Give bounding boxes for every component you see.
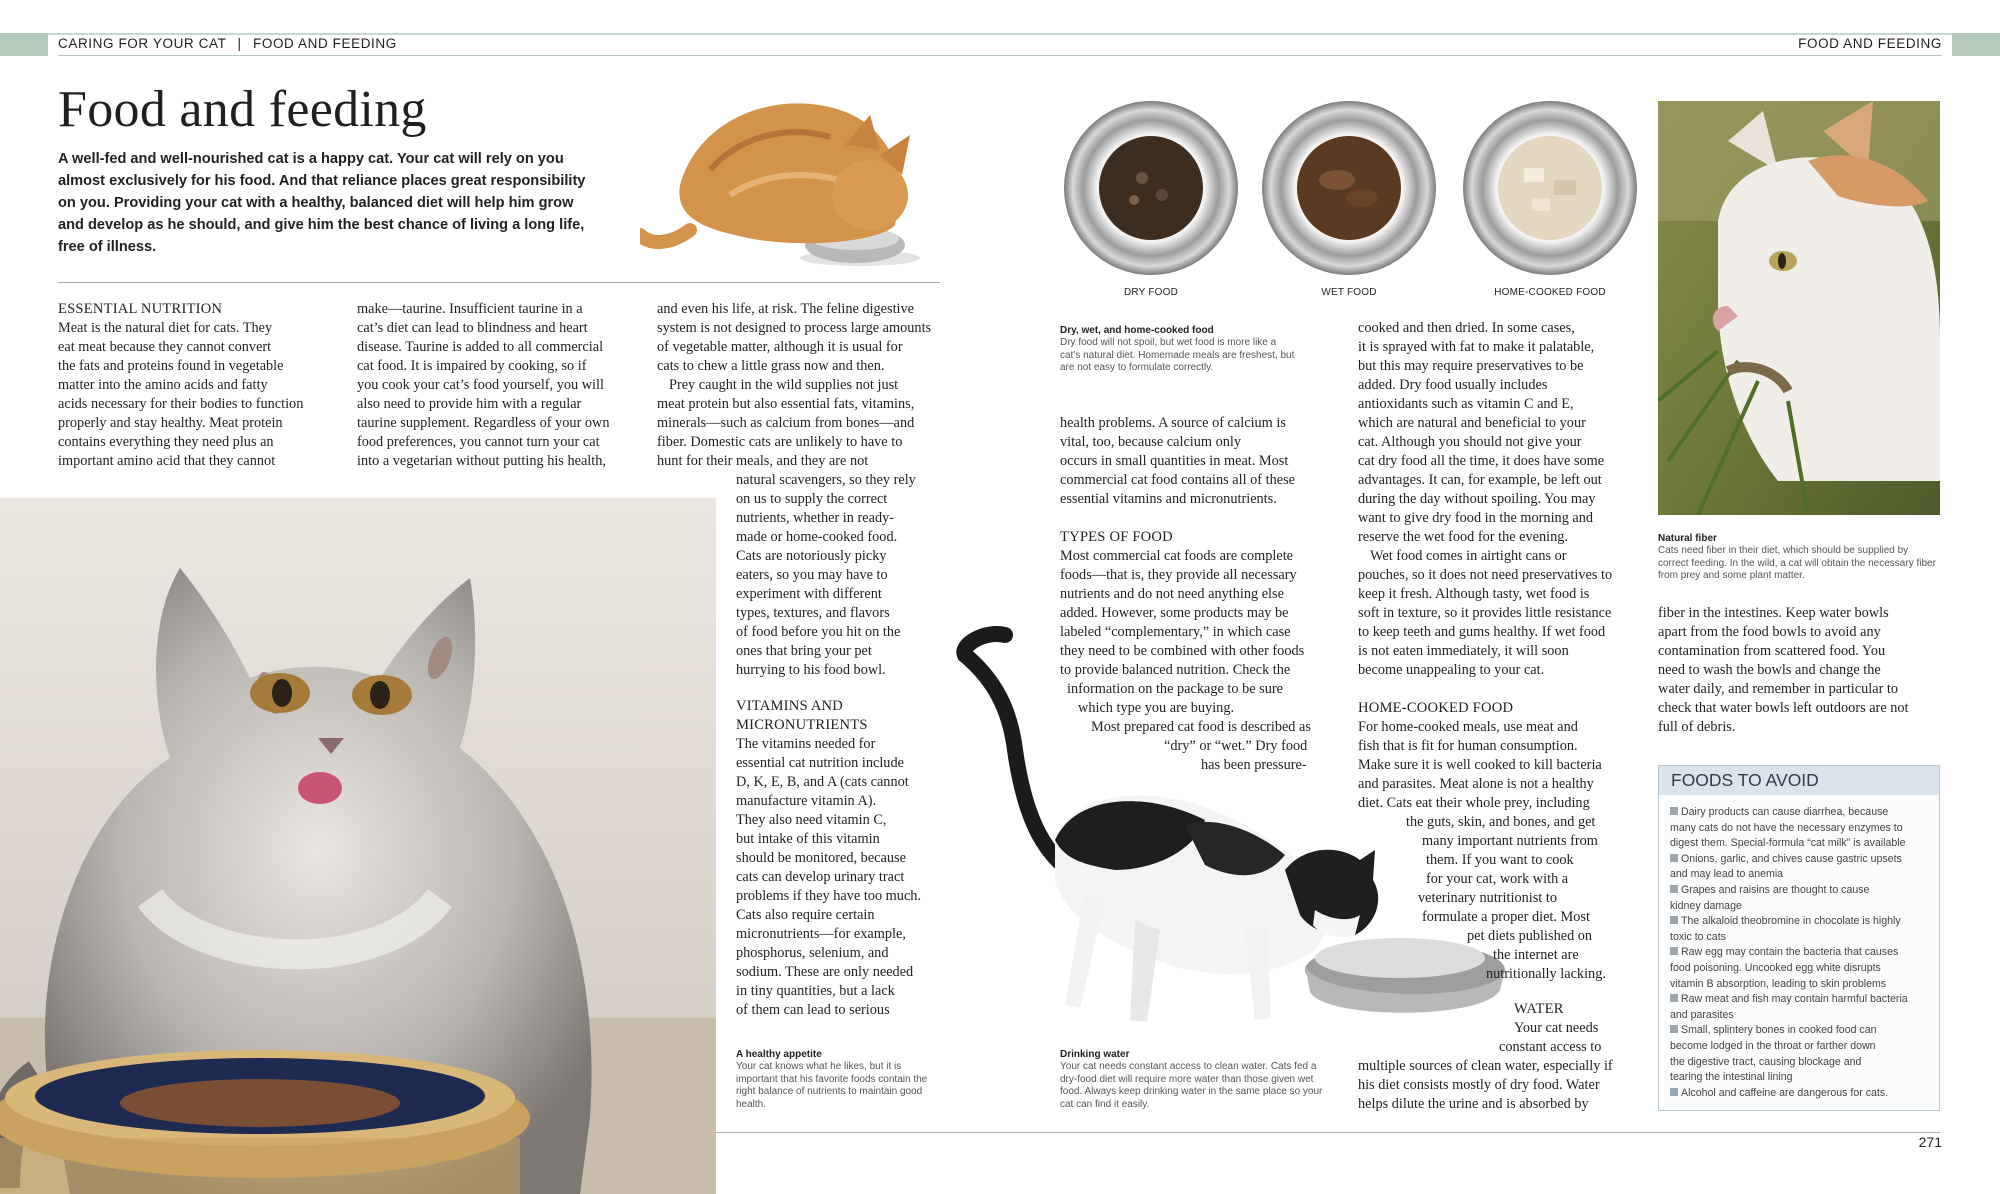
text-line: for your cat, work with a <box>1426 871 1569 887</box>
text-line: manufacture vitamin A). <box>736 793 877 809</box>
text-line: the fats and proteins found in vegetable <box>58 358 284 374</box>
foods-to-avoid-title: FOODS TO AVOID <box>1659 766 1939 795</box>
text-line: Most prepared cat food is described as <box>1091 719 1311 735</box>
avoid-list-line <box>1670 852 1929 868</box>
bullet-square-icon <box>1670 885 1678 893</box>
avoid-item-text: digest them. Special-formula “cat milk” is available <box>1670 837 1906 850</box>
food-bowls-illustration <box>1062 100 1647 280</box>
text-line: Cats also require certain <box>736 907 875 923</box>
text-line: keep it fresh. Although tasty, wet food is <box>1358 586 1590 602</box>
text-line: fiber in the intestines. Keep water bowls <box>1658 605 1889 621</box>
text-line: nutrients, whether in ready- <box>736 510 895 526</box>
avoid-item-text: and parasites <box>1670 1008 1734 1021</box>
avoid-item-text: toxic to cats <box>1670 930 1726 943</box>
page-title: Food and feeding <box>58 81 427 138</box>
text-line: helps dilute the urine and is absorbed by <box>1358 1096 1589 1112</box>
text-line: into a vegetarian without putting his health, <box>357 453 606 469</box>
text-line: cat dry food all the time, it does have some <box>1358 453 1605 469</box>
dry-food-bowl <box>1064 101 1238 275</box>
page-number: 271 <box>1918 1134 1942 1150</box>
column-5-water <box>1358 1000 1648 1114</box>
text-line: of vegetable matter, although it is usual for <box>657 339 903 355</box>
text-line: it is sprayed with fat to make it palatable, <box>1358 339 1595 355</box>
text-line: them. If you want to cook <box>1426 852 1574 868</box>
text-line: hurrying to his food bowl. <box>736 662 886 678</box>
caption-text: Cats need fiber in their diet, which should be supplied by correct feeding. In the wild, a cat will obtain the necessary fiber from prey and some plant matter. <box>1658 545 1936 581</box>
text-line: cats to chew a little grass now and then. <box>657 358 885 374</box>
text-line: important amino acid that they cannot <box>58 453 276 469</box>
avoid-item-text: tearing the intestinal lining <box>1670 1071 1793 1084</box>
text-line: labeled “complementary,” in which case <box>1060 624 1291 640</box>
text-line: cat. Although you should not give your <box>1358 434 1582 450</box>
text-line: his diet consists mostly of dry food. Water <box>1358 1077 1600 1093</box>
header-tab-right <box>1952 33 2000 56</box>
text-line: minerals—such as calcium from bones—and <box>657 415 915 431</box>
text-line: Your cat needs <box>1514 1020 1599 1036</box>
text-line: phosphorus, selenium, and <box>736 945 889 961</box>
text-line: taurine supplement. Regardless of your own <box>357 415 610 431</box>
text-line: the guts, skin, and bones, and get <box>1406 814 1596 830</box>
chapter-name-right: FOOD AND FEEDING <box>1798 36 1942 51</box>
text-line: occurs in small quantities in meat. Most <box>1060 453 1289 469</box>
text-line: made or home-cooked food. <box>736 529 898 545</box>
footer-rule <box>716 1132 1940 1133</box>
column-1 <box>58 300 328 471</box>
avoid-item-text: Dairy products can cause diarrhea, because <box>1681 806 1889 818</box>
text-line: “dry” or “wet.” Dry food <box>1164 738 1308 754</box>
caption-text: Your cat knows what he likes, but it is important that his favorite foods contain the right balance of nutrients to maintain good health. <box>736 1061 928 1110</box>
text-line: sodium. These are only needed <box>736 964 914 980</box>
column-2 <box>357 300 647 471</box>
text-line: cats can develop urinary tract <box>736 869 905 885</box>
text-line: Most commercial cat foods are complete <box>1060 548 1294 564</box>
text-line: matter into the amino acids and fatty <box>58 377 268 393</box>
bullet-square-icon <box>1670 1088 1678 1096</box>
text-line: need to wash the bowls and change the <box>1658 662 1881 678</box>
text-line: want to give dry food in the morning and <box>1358 510 1594 526</box>
avoid-list-line <box>1670 1055 1929 1071</box>
avoid-item-text: Onions, garlic, and chives cause gastric upsets <box>1681 852 1902 865</box>
text-line: become unappealing to your cat. <box>1358 662 1545 678</box>
text-line: essential vitamins and micronutrients. <box>1060 491 1277 507</box>
text-line: cooked and then dried. In some cases, <box>1358 320 1575 336</box>
text-line: and even his life, at risk. The feline digestive <box>657 301 915 317</box>
avoid-item-text: Raw meat and fish may contain harmful bacteria <box>1681 993 1908 1006</box>
running-head-left: CARING FOR YOUR CAT | FOOD AND FEEDING <box>58 36 397 51</box>
caption-fiber <box>1658 532 1940 583</box>
text-line: fiber. Domestic cats are unlikely to have to <box>657 434 903 450</box>
text-line: which type you are buying. <box>1078 700 1235 716</box>
text-line: soft in texture, so it provides little resistance <box>1358 605 1612 621</box>
column-3-vitamins <box>736 697 946 1020</box>
fluffy-cat-photo <box>0 498 716 1194</box>
avoid-item-text: many cats do not have the necessary enzymes to <box>1670 821 1903 834</box>
text-line: but intake of this vitamin <box>736 831 880 847</box>
text-line: and parasites. Meat alone is not a healthy <box>1358 776 1594 792</box>
cat-eating-photo <box>640 75 965 275</box>
heading-water: WATER <box>1514 1001 1564 1017</box>
caption-text: Dry food will not spoil, but wet food is more like a cat’s natural diet. Homemade meals are freshest, but are not easy to formulate correctly. <box>1060 337 1295 373</box>
caption-text: Your cat needs constant access to clean water. Cats fed a dry-food diet will require more water than those given wet food. Always keep drinking water in the same place so your cat can find it easily. <box>1060 1061 1323 1110</box>
text-line: nutritionally lacking. <box>1486 966 1606 982</box>
text-line: constant access to <box>1499 1039 1602 1055</box>
text-line: pouches, so it does not need preservatives to <box>1358 567 1613 583</box>
avoid-list-line <box>1670 883 1929 899</box>
text-line: contamination from scattered food. You <box>1658 643 1886 659</box>
text-line: fish that is fit for human consumption. <box>1358 738 1578 754</box>
kitten-grass-photo <box>1658 101 1940 515</box>
text-line: disease. Taurine is added to all commercial <box>357 339 604 355</box>
text-line: Prey caught in the wild supplies not just <box>669 377 899 393</box>
avoid-list-line <box>1670 977 1929 993</box>
text-line: micronutrients—for example, <box>736 926 906 942</box>
text-line: but this may require preservatives to be <box>1358 358 1584 374</box>
text-line: foods—that is, they provide all necessary <box>1060 567 1297 583</box>
text-line: also need to provide him with a regular <box>357 396 582 412</box>
avoid-item-text: vitamin B absorption, leading to skin problems <box>1670 977 1887 990</box>
text-line: vital, too, because calcium only <box>1060 434 1242 450</box>
text-line: ones that bring your pet <box>736 643 872 659</box>
intro-rule <box>58 282 940 283</box>
bullet-square-icon <box>1670 807 1678 815</box>
column-3-narrow <box>736 471 946 680</box>
text-line: pet diets published on <box>1467 928 1593 944</box>
avoid-list-line <box>1670 992 1929 1008</box>
text-line: check that water bowls left outdoors are not <box>1658 700 1909 716</box>
text-line: The vitamins needed for <box>736 736 876 752</box>
text-line: nutrients and do not need anything else <box>1060 586 1284 602</box>
text-line: food preferences, you cannot turn your cat <box>357 434 600 450</box>
avoid-list-line <box>1670 1070 1929 1086</box>
text-line: acids necessary for their bodies to function <box>58 396 304 412</box>
intro-paragraph: A well-fed and well-nourished cat is a happy cat. Your cat will rely on you almost exclusively for his food. And that reliance places great responsibility on you. Providing your cat with a healthy, balanced diet will help him grow and develop as he should, and give him the best chance of living a long life, free of illness. <box>58 151 586 255</box>
avoid-list-line <box>1670 914 1929 930</box>
avoid-list-line <box>1670 945 1929 961</box>
avoid-list-line <box>1670 821 1929 837</box>
avoid-list-line <box>1670 1039 1929 1055</box>
text-line: Cats are notoriously picky <box>736 548 887 564</box>
avoid-item-text: kidney damage <box>1670 899 1742 912</box>
header-underline <box>58 55 1942 56</box>
text-line: advantages. It can, for example, be left out <box>1358 472 1602 488</box>
foods-to-avoid-list <box>1659 795 1939 1101</box>
header-tab-left <box>0 33 48 56</box>
text-line: meat protein but also essential fats, vitamins, <box>657 396 915 412</box>
avoid-list-line <box>1670 930 1929 946</box>
heading-home-cooked-food: HOME-COOKED FOOD <box>1358 700 1514 716</box>
text-line: in tiny quantities, but a lack <box>736 983 895 999</box>
header-rule <box>0 33 2000 35</box>
column-3 <box>657 300 947 471</box>
caption-title: Dry, wet, and home-cooked food <box>1060 325 1214 336</box>
text-line: antioxidants such as vitamin C and E, <box>1358 396 1574 412</box>
text-line: veterinary nutritionist to <box>1418 890 1557 906</box>
avoid-item-text: The alkaloid theobromine in chocolate is highly <box>1681 915 1901 928</box>
avoid-list-line <box>1670 899 1929 915</box>
text-line: water daily, and remember in particular to <box>1658 681 1899 697</box>
bullet-square-icon <box>1670 854 1678 862</box>
text-line: diet. Cats eat their whole prey, including <box>1358 795 1590 811</box>
text-line: of them can lead to serious <box>736 1002 890 1018</box>
chapter-name-left: FOOD AND FEEDING <box>253 36 397 51</box>
text-line: contains everything they need plus an <box>58 434 274 450</box>
avoid-item-text: the digestive tract, causing blockage and <box>1670 1055 1862 1068</box>
text-line: natural scavengers, so they rely <box>736 472 916 488</box>
text-line: added. Dry food usually includes <box>1358 377 1548 393</box>
avoid-list-line <box>1670 1086 1929 1102</box>
text-line: added. However, some products may be <box>1060 605 1289 621</box>
home-cooked-food-bowl <box>1463 101 1637 275</box>
text-line: is not eaten immediately, it will soon <box>1358 643 1569 659</box>
text-line: experiment with different <box>736 586 882 602</box>
label-home-cooked-food: HOME-COOKED FOOD <box>1494 287 1606 298</box>
text-line: For home-cooked meals, use meat and <box>1358 719 1578 735</box>
avoid-list-line <box>1670 1008 1929 1024</box>
foods-to-avoid-box <box>1658 765 1940 1111</box>
text-line: on us to supply the correct <box>736 491 888 507</box>
text-line: to keep teeth and gums healthy. If wet food <box>1358 624 1606 640</box>
section-name: CARING FOR YOUR CAT <box>58 36 227 51</box>
text-line: They also need vitamin C, <box>736 812 887 828</box>
text-line: which are natural and beneficial to your <box>1358 415 1586 431</box>
text-line: many important nutrients from <box>1422 833 1598 849</box>
text-line: the internet are <box>1493 947 1579 963</box>
heading-micronutrients: MICRONUTRIENTS <box>736 717 868 733</box>
text-line: eaters, so you may have to <box>736 567 888 583</box>
heading-vitamins: VITAMINS AND <box>736 698 844 714</box>
text-line: D, K, E, B, and A (cats cannot <box>736 774 909 790</box>
caption-appetite <box>736 1048 936 1111</box>
text-line: during the day without spoiling. You may <box>1358 491 1596 507</box>
avoid-list-line <box>1670 867 1929 883</box>
wet-food-bowl <box>1262 101 1436 275</box>
bullet-square-icon <box>1670 916 1678 924</box>
caption-title: Natural fiber <box>1658 533 1717 544</box>
text-line: has been pressure- <box>1201 757 1307 773</box>
text-line: commercial cat food contains all of these <box>1060 472 1296 488</box>
text-line: should be monitored, because <box>736 850 906 866</box>
caption-title: A healthy appetite <box>736 1049 822 1060</box>
text-line: of food before you hit on the <box>736 624 901 640</box>
text-line: information on the package to be sure <box>1067 681 1283 697</box>
avoid-item-text: Alcohol and caffeine are dangerous for cats. <box>1681 1086 1889 1099</box>
avoid-item-text: become lodged in the throat or farther down <box>1670 1039 1876 1052</box>
text-line: essential cat nutrition include <box>736 755 904 771</box>
label-wet-food: WET FOOD <box>1321 287 1377 298</box>
heading-essential-nutrition: ESSENTIAL NUTRITION <box>58 301 223 317</box>
text-line: cat’s diet can lead to blindness and heart <box>357 320 588 336</box>
text-line: you cook your cat’s food yourself, you will <box>357 377 604 393</box>
caption-bowls <box>1060 324 1295 375</box>
avoid-item-text: Small, splintery bones in cooked food can <box>1681 1024 1877 1037</box>
label-dry-food: DRY FOOD <box>1123 287 1179 298</box>
column-5 <box>1358 319 1648 984</box>
text-line: problems if they have too much. <box>736 888 922 904</box>
avoid-list-line <box>1670 836 1929 852</box>
bullet-square-icon <box>1670 994 1678 1002</box>
caption-title: Drinking water <box>1060 1049 1130 1060</box>
heading-types-of-food: TYPES OF FOOD <box>1060 529 1173 545</box>
text-line: hunt for their meals, and they are not <box>657 453 869 469</box>
avoid-item-text: Raw egg may contain the bacteria that causes <box>1681 946 1899 959</box>
text-line: Wet food comes in airtight cans or <box>1370 548 1567 564</box>
caption-water <box>1060 1048 1330 1111</box>
text-line: health problems. A source of calcium is <box>1060 415 1286 431</box>
text-line: cat food. It is impaired by cooking, so if <box>357 358 587 374</box>
avoid-item-text: Grapes and raisins are thought to cause <box>1681 883 1870 896</box>
text-line: system is not designed to process large amounts <box>657 320 932 336</box>
avoid-list-line <box>1670 961 1929 977</box>
text-line: to provide balanced nutrition. Check the <box>1060 662 1291 678</box>
text-line: reserve the wet food for the evening. <box>1358 529 1568 545</box>
text-line: eat meat because they cannot convert <box>58 339 272 355</box>
avoid-list-line <box>1670 1023 1929 1039</box>
bullet-square-icon <box>1670 1025 1678 1033</box>
text-line: multiple sources of clean water, especially if <box>1358 1058 1613 1074</box>
text-line: formulate a proper diet. Most <box>1422 909 1590 925</box>
text-line: Make sure it is well cooked to kill bacteria <box>1358 757 1602 773</box>
avoid-item-text: food poisoning. Uncooked egg white disrupts <box>1670 961 1881 974</box>
avoid-item-text: and may lead to anemia <box>1670 868 1784 881</box>
text-line: properly and stay healthy. Meat protein <box>58 415 283 431</box>
avoid-list-line <box>1670 805 1929 821</box>
text-line: they need to be combined with other foods <box>1060 643 1305 659</box>
column-6 <box>1658 604 1948 737</box>
text-line: make—taurine. Insufficient taurine in a <box>357 301 583 317</box>
text-line: Meat is the natural diet for cats. They <box>58 320 273 336</box>
text-line: full of debris. <box>1658 719 1736 735</box>
bullet-square-icon <box>1670 947 1678 955</box>
text-line: apart from the food bowls to avoid any <box>1658 624 1881 640</box>
text-line: types, textures, and flavors <box>736 605 890 621</box>
